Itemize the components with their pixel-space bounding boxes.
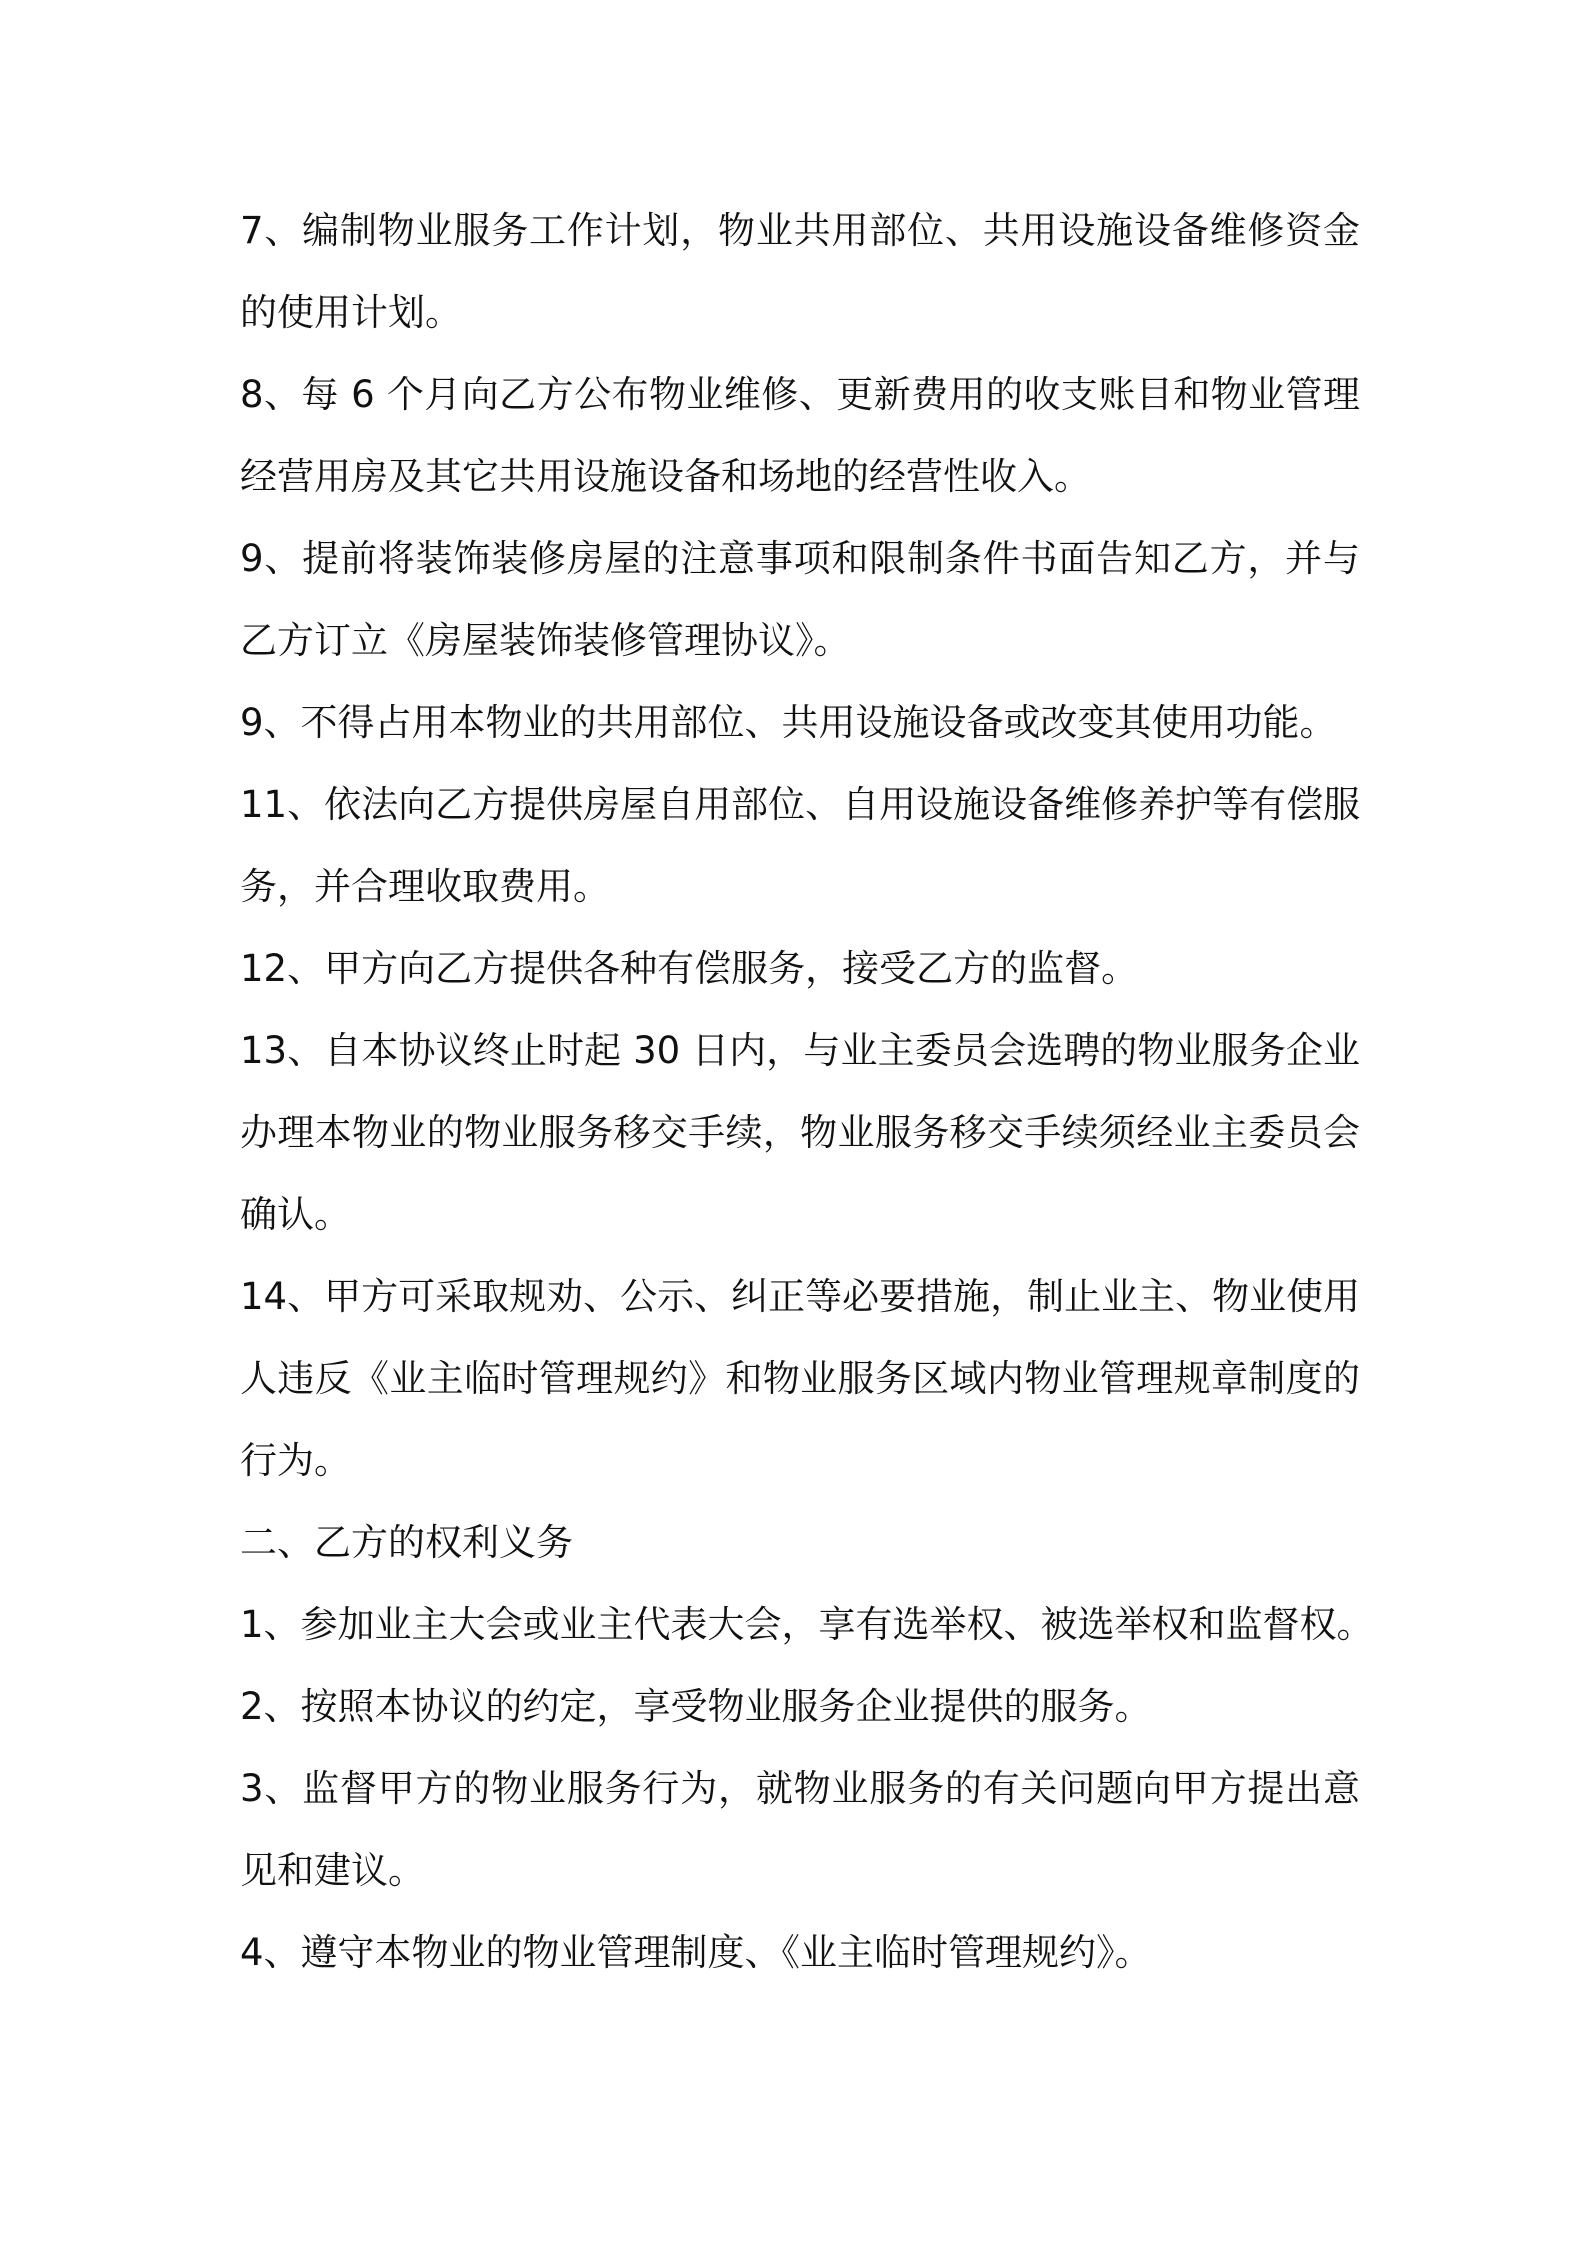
text-line: 经营用房及其它共用设施设备和场地的经营性收入。 (240, 455, 1091, 498)
document-body (240, 190, 1374, 1994)
text-line: 见和建议。 (240, 1849, 425, 1892)
text-line: 人违反《业主临时管理规约》和物业服务区域内物业管理规章制度的 (240, 1357, 1360, 1400)
text-line: 9、不得占用本物业的共用部位、共用设施设备或改变其使用功能。 (240, 701, 1337, 744)
section-heading: 二、乙方的权利义务 (240, 1521, 573, 1564)
text-line: 3、监督甲方的物业服务行为，就物业服务的有关问题向甲方提出意 (240, 1767, 1360, 1810)
text-line: 2、按照本协议的约定，享受物业服务企业提供的服务。 (240, 1685, 1152, 1728)
text-line: 13、自本协议终止时起 30 日内，与业主委员会选聘的物业服务企业 (240, 1029, 1360, 1072)
text-line: 乙方订立《房屋装饰装修管理协议》。 (240, 619, 851, 662)
text-line: 14、甲方可采取规劝、公示、纠正等必要措施，制止业主、物业使用 (240, 1275, 1361, 1318)
text-line: 9、提前将装饰装修房屋的注意事项和限制条件书面告知乙方，并与 (240, 537, 1360, 580)
text-line: 1、参加业主大会或业主代表大会，享有选举权、被选举权和监督权。 (240, 1603, 1374, 1646)
text-line: 办理本物业的物业服务移交手续，物业服务移交手续须经业主委员会 (240, 1111, 1360, 1154)
text-line: 行为。 (240, 1439, 351, 1482)
text-line: 11、依法向乙方提供房屋自用部位、自用设施设备维修养护等有偿服 (240, 783, 1361, 826)
text-line: 的使用计划。 (240, 291, 462, 334)
text-line: 7、编制物业服务工作计划，物业共用部位、共用设施设备维修资金 (240, 209, 1360, 252)
text-line: 8、每 6 个月向乙方公布物业维修、更新费用的收支账目和物业管理 (240, 373, 1360, 416)
text-line: 4、遵守本物业的物业管理制度、《业主临时管理规约》。 (240, 1931, 1152, 1974)
text-line: 确认。 (240, 1193, 351, 1236)
text-line: 务，并合理收取费用。 (240, 865, 610, 908)
text-line: 12、甲方向乙方提供各种有偿服务，接受乙方的监督。 (240, 947, 1139, 990)
